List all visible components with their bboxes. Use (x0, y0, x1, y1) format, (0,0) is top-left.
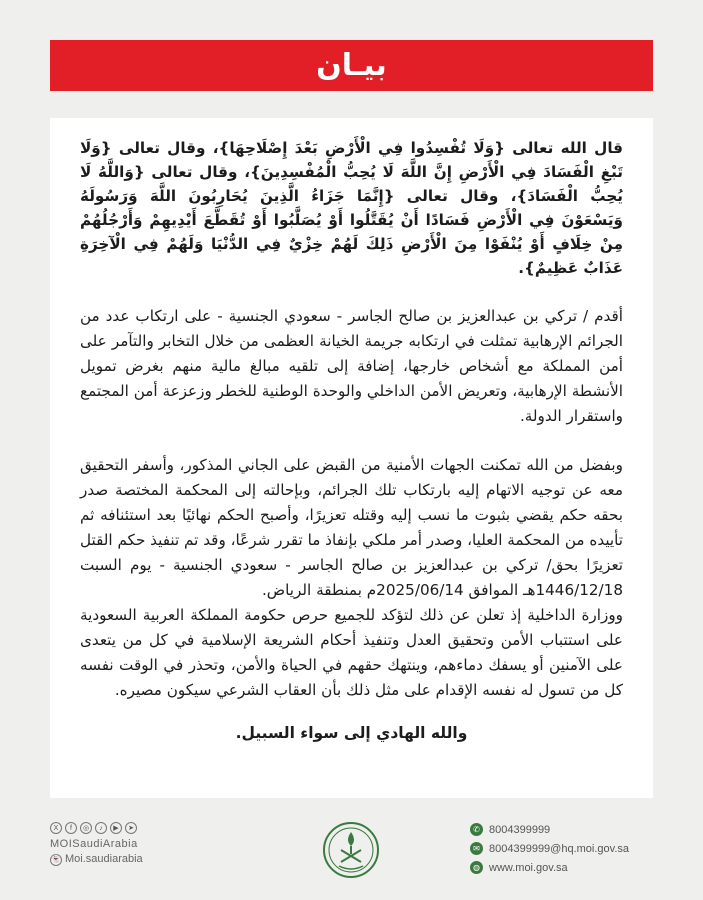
telegram-icon[interactable]: ➤ (125, 822, 137, 834)
ministry-emblem-logo (321, 820, 381, 880)
social-block (50, 822, 143, 867)
snapchat-icon[interactable]: 👻 (50, 854, 62, 866)
email-icon: ✉ (470, 842, 483, 855)
quran-verses: قال الله تعالى {وَلَا تُفْسِدُوا فِي الْأَرْضِ بَعْدَ إِصْلَاحِهَا}، وقال تعالى {وَلَا تَبْغِ الْفَسَادَ فِي الْأَرْضِ إِنَّ اللَّهَ لَا يُحِبُّ الْمُفْسِدِينَ}، وقال تعالى {وَاللَّهُ لَا يُحِبُّ الْفَسَادَ}، وقال تعالى {إِنَّمَا جَزَاءُ الَّذِينَ يُحَارِبُونَ اللَّهَ وَرَسُولَهُ وَيَسْعَوْنَ فِي الْأَرْضِ فَسَادًا أَنْ يُقَتَّلُوا أَوْ يُصَلَّبُوا أَوْ تُقَطَّعَ أَيْدِيهِمْ وَأَرْجُلُهُمْ مِنْ خِلَافٍ أَوْ يُنْفَوْا مِنَ الْأَرْضِ ذَلِكَ لَهُمْ خِزْيٌ فِي الدُّنْيَا وَلَهُمْ فِي الْآخِرَةِ عَذَابٌ عَظِيمٌ}. (80, 139, 623, 277)
paragraph-2: وبفضل من الله تمكنت الجهات الأمنية من القبض على الجاني المذكور، وأسفر التحقيق معه عن توجيه الاتهام إليه بارتكاب تلك الجرائم، وبإحالته إلى المحكمة المختصة صدر بحقه حكم يقضي بثبوت ما نسب إليه وقتله تعزيرًا، وأصبح الحكم نهائيًا بعد استئنافه ثم تأييده من المحكمة العليا، وصدر أمر ملكي بإنفاذ ما تقرر شرعًا، وقد تم تنفيذ حكم القتل تعزيرًا بحق/ تركي بن عبدالعزيز بن صالح الجاسر - سعودي الجنسية - يوم السبت 1446/12/18هـ الموافق 2025/06/14م بمنطقة الرياض. (80, 456, 623, 599)
paragraph-3: ووزارة الداخلية إذ تعلن عن ذلك لتؤكد للجميع حرص حكومة المملكة العربية السعودية على استتباب الأمن وتحقيق العدل وتنفيذ أحكام الشريعة الإسلامية في كل من يتعدى على الآمنين أو يسفك دماءهم، وينتهك حقهم في الحياة والأمن، وتحذر في الوقت نفسه كل من تسول له نفسه الإقدام على مثل ذلك بأن العقاب الشرعي سيكون مصيره. (80, 606, 623, 699)
youtube-icon[interactable]: ▶ (110, 822, 122, 834)
contact-phone[interactable]: 8004399999 (489, 823, 551, 836)
facebook-icon[interactable]: f (65, 822, 77, 834)
globe-icon: ◍ (470, 861, 483, 874)
page-title: بيـان (316, 48, 387, 83)
x-icon[interactable]: X (50, 822, 62, 834)
statement-body (50, 118, 653, 798)
contact-website[interactable]: www.moi.gov.sa (489, 861, 568, 874)
paragraph-1: أقدم / تركي بن عبدالعزيز بن صالح الجاسر - سعودي الجنسية - على ارتكاب عدد من الجرائم الإرهابية تمثلت في ارتكابه جريمة الخيانة العظمى من خلال التخابر والتآمر على أمن المملكة مع أشخاص خارجها، إضافة إلى تلقيه مبالغ مالية منهم بغرض تمويل الأنشطة الإرهابية، وتعريض الأمن الداخلي والوحدة الوطنية للخطر وزعزعة أمن المجتمع واستقرار الدولة. (80, 307, 623, 425)
social-handle-ar[interactable]: Moi.saudiarabia (65, 853, 143, 865)
phone-icon: ✆ (470, 823, 483, 836)
instagram-icon[interactable]: ◎ (80, 822, 92, 834)
statement-title-banner (50, 40, 653, 91)
social-icons (50, 822, 143, 834)
tiktok-icon[interactable]: ♪ (95, 822, 107, 834)
closing-line: والله الهادي إلى سواء السبيل. (235, 724, 468, 742)
social-handle-en[interactable]: MOISaudiArabia (50, 838, 138, 850)
contact-email[interactable]: 8004399999@hq.moi.gov.sa (489, 842, 630, 855)
social-handle-ar-row (50, 852, 143, 867)
contact-block (470, 820, 655, 877)
